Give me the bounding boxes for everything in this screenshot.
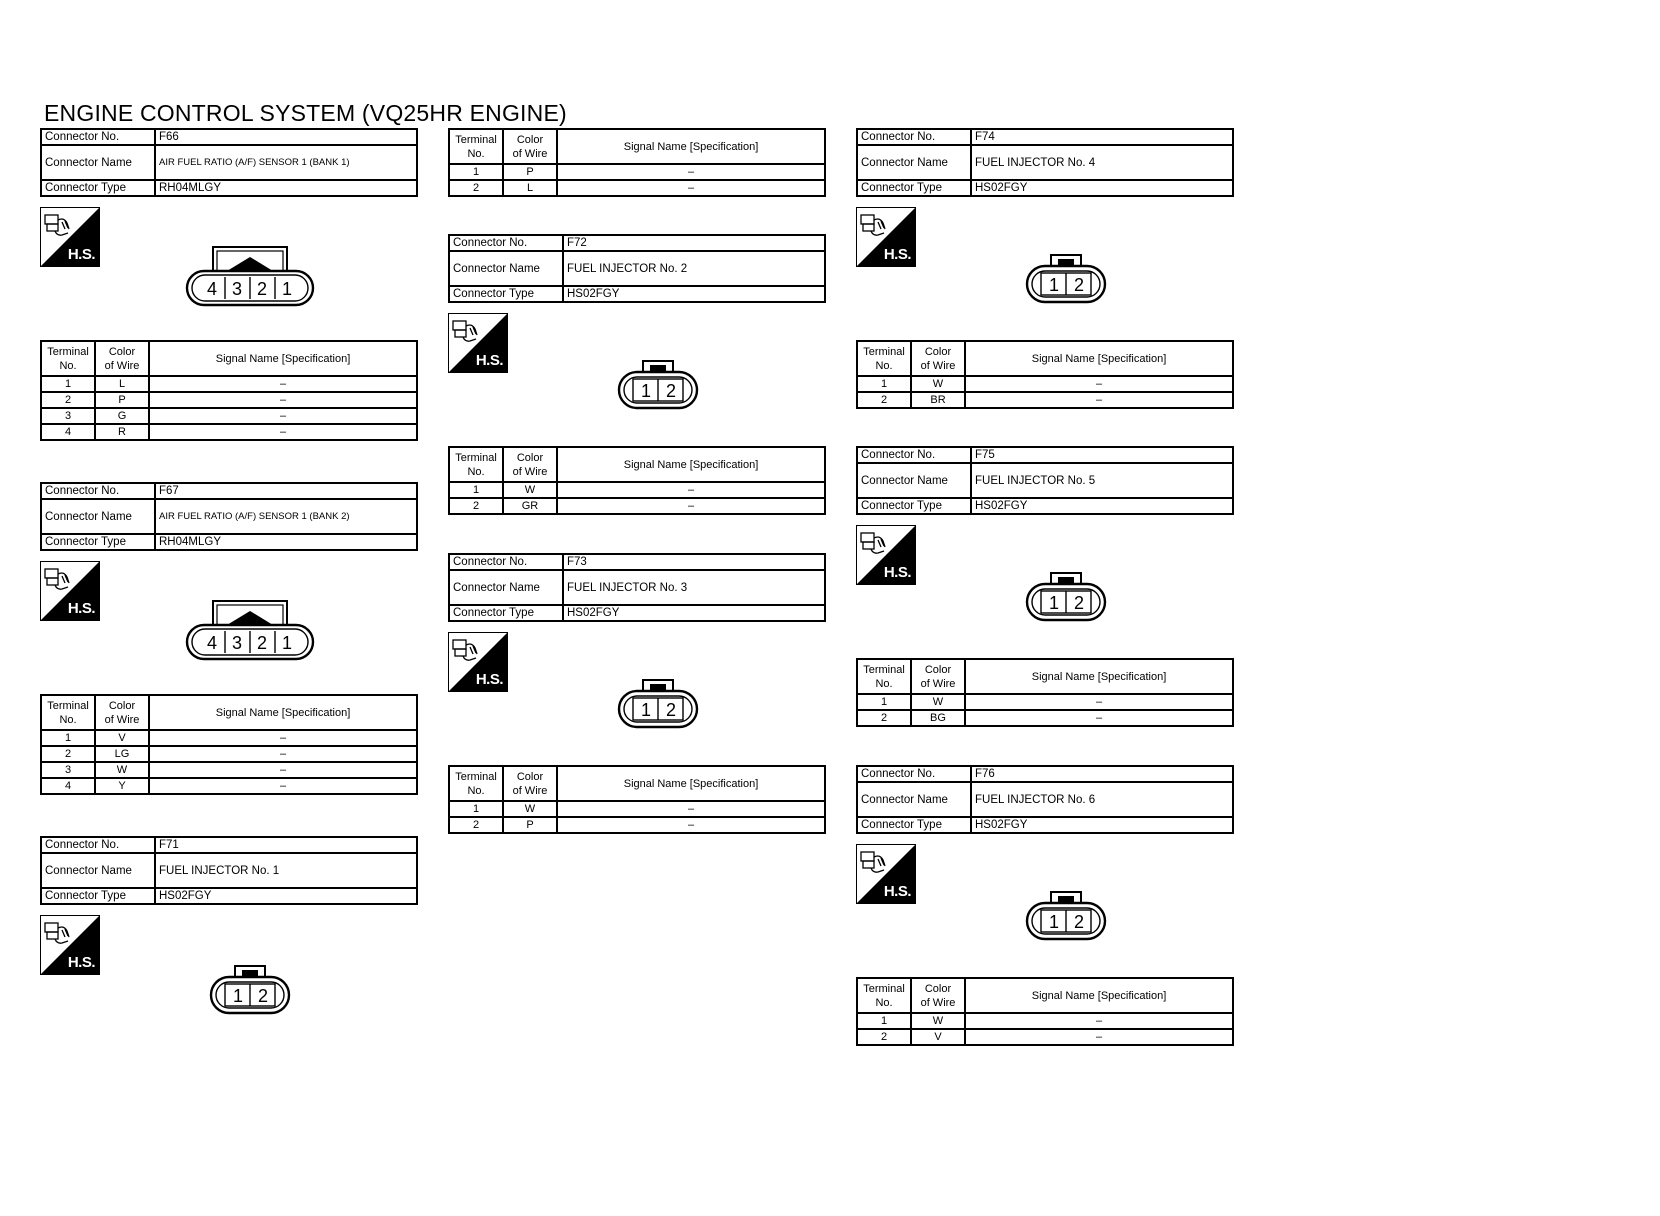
terminal-table-header	[449, 766, 825, 801]
harness-side-icon	[856, 525, 916, 585]
wire-color: P	[95, 392, 149, 408]
connector-f72-face	[617, 358, 699, 417]
terminal-row	[41, 778, 417, 794]
connector-type-label: Connector Type	[449, 605, 563, 621]
connector-type-value: HS02FGY	[971, 498, 1233, 514]
terminal-header-line2: No.	[467, 465, 485, 478]
harness-side-label: H.S.	[883, 564, 911, 581]
wire-color: W	[911, 694, 965, 710]
connector-type-value: HS02FGY	[971, 180, 1233, 196]
connector-f76-info	[856, 765, 1234, 834]
terminal-row	[41, 730, 417, 746]
terminal-header-line2: No.	[467, 147, 485, 160]
pin-number: 3	[231, 633, 243, 653]
terminal-header-line1: Terminal	[47, 345, 89, 358]
terminal-no: 2	[857, 710, 911, 726]
hand-connector-icon	[861, 852, 885, 872]
harness-side-label: H.S.	[67, 954, 95, 971]
connector-name-label: Connector Name	[857, 782, 971, 817]
connector-no-label: Connector No.	[449, 554, 563, 570]
pin-number: 1	[1048, 593, 1060, 613]
connector-f73-info	[448, 553, 826, 622]
signal-name: –	[149, 376, 417, 392]
terminal-table-header	[449, 129, 825, 164]
color-header-line2: of Wire	[512, 784, 548, 797]
terminal-header-line1: Terminal	[863, 345, 905, 358]
terminal-no: 1	[857, 1013, 911, 1029]
terminal-no: 2	[857, 392, 911, 408]
signal-name: –	[965, 376, 1233, 392]
terminal-no: 2	[449, 498, 503, 514]
connector-f67-face	[185, 597, 315, 668]
hand-connector-icon	[453, 640, 477, 660]
connector-face-graphic	[1025, 252, 1107, 306]
connector-f71-face	[209, 963, 291, 1022]
harness-side-label: H.S.	[883, 883, 911, 900]
connector-type-label: Connector Type	[857, 180, 971, 196]
harness-side-label: H.S.	[475, 671, 503, 688]
connector-type-value: HS02FGY	[155, 888, 417, 904]
terminal-table	[856, 658, 1234, 727]
terminal-row	[41, 746, 417, 762]
terminal-row	[449, 801, 825, 817]
signal-name-header: Signal Name [Specification]	[965, 659, 1233, 694]
terminal-no: 1	[41, 730, 95, 746]
terminal-row	[449, 817, 825, 833]
pin-number: 2	[1073, 593, 1085, 613]
connector-name-value: FUEL INJECTOR No. 2	[563, 251, 825, 286]
wire-color-header	[911, 341, 965, 376]
connector-name-value: AIR FUEL RATIO (A/F) SENSOR 1 (BANK 2)	[155, 499, 417, 534]
connector-no-label: Connector No.	[857, 766, 971, 782]
signal-name-header: Signal Name [Specification]	[149, 695, 417, 730]
color-header-line1: Color	[924, 345, 952, 358]
connector-name-label: Connector Name	[41, 145, 155, 180]
terminal-no-header	[449, 129, 503, 164]
signal-name: –	[149, 392, 417, 408]
color-header-line1: Color	[924, 982, 952, 995]
wire-color: BG	[911, 710, 965, 726]
signal-name: –	[557, 164, 825, 180]
connector-no-label: Connector No.	[449, 235, 563, 251]
pin-number: 1	[281, 279, 293, 299]
terminal-row	[449, 482, 825, 498]
connector-no-value: F73	[563, 554, 825, 570]
connector-f73-face	[617, 677, 699, 736]
harness-side-icon	[40, 915, 100, 975]
pin-number: 1	[232, 986, 244, 1006]
terminal-no: 2	[857, 1029, 911, 1045]
color-header-line2: of Wire	[512, 465, 548, 478]
harness-side-icon	[856, 207, 916, 267]
hand-connector-icon	[861, 215, 885, 235]
connector-name-value: FUEL INJECTOR No. 1	[155, 853, 417, 888]
wire-color-header	[911, 659, 965, 694]
wire-color: P	[503, 164, 557, 180]
connector-name-label: Connector Name	[857, 463, 971, 498]
connector-no-value: F72	[563, 235, 825, 251]
wire-color: W	[503, 482, 557, 498]
wire-color: W	[911, 376, 965, 392]
connector-type-value: RH04MLGY	[155, 534, 417, 550]
signal-name-header: Signal Name [Specification]	[965, 978, 1233, 1013]
color-header-line1: Color	[516, 133, 544, 146]
terminal-row	[857, 1013, 1233, 1029]
terminal-row	[449, 164, 825, 180]
terminal-header-line2: No.	[467, 784, 485, 797]
connector-name-label: Connector Name	[41, 499, 155, 534]
terminal-no: 1	[857, 694, 911, 710]
terminal-no: 3	[41, 762, 95, 778]
signal-name-header: Signal Name [Specification]	[149, 341, 417, 376]
connector-f75-terminals	[856, 658, 1234, 727]
wire-color: BR	[911, 392, 965, 408]
pin-number: 2	[256, 633, 268, 653]
connector-f74-face	[1025, 252, 1107, 311]
wire-color-header	[503, 129, 557, 164]
hand-connector-icon	[453, 321, 477, 341]
pin-number: 2	[1073, 275, 1085, 295]
signal-name: –	[149, 730, 417, 746]
signal-name-header: Signal Name [Specification]	[965, 341, 1233, 376]
color-header-line2: of Wire	[920, 996, 956, 1009]
connector-no-value: F66	[155, 129, 417, 145]
connector-no-label: Connector No.	[41, 837, 155, 853]
connector-f76-face	[1025, 889, 1107, 948]
terminal-no: 1	[41, 376, 95, 392]
color-header-line2: of Wire	[920, 677, 956, 690]
wire-color: GR	[503, 498, 557, 514]
terminal-row	[857, 376, 1233, 392]
terminal-table-header	[41, 341, 417, 376]
pin-number: 3	[231, 279, 243, 299]
connector-face-graphic	[1025, 889, 1107, 943]
connector-name-value: AIR FUEL RATIO (A/F) SENSOR 1 (BANK 1)	[155, 145, 417, 180]
signal-name: –	[557, 482, 825, 498]
terminal-header-line2: No.	[59, 359, 77, 372]
signal-name: –	[965, 392, 1233, 408]
connector-f66-info	[40, 128, 418, 197]
terminal-header-line1: Terminal	[47, 699, 89, 712]
signal-name: –	[149, 762, 417, 778]
connector-f74-info	[856, 128, 1234, 197]
hand-connector-icon	[861, 533, 885, 553]
terminal-row	[41, 424, 417, 440]
connector-f67-info	[40, 482, 418, 551]
terminal-header-line1: Terminal	[863, 663, 905, 676]
terminal-no: 1	[449, 801, 503, 817]
wire-color: G	[95, 408, 149, 424]
terminal-table-header	[857, 659, 1233, 694]
wire-color: R	[95, 424, 149, 440]
connector-no-value: F76	[971, 766, 1233, 782]
harness-side-label: H.S.	[67, 600, 95, 617]
signal-name: –	[965, 1013, 1233, 1029]
color-header-line1: Color	[108, 699, 136, 712]
wire-color-header	[911, 978, 965, 1013]
terminal-no: 3	[41, 408, 95, 424]
connector-no-label: Connector No.	[857, 129, 971, 145]
pin-number: 1	[640, 381, 652, 401]
connector-face-graphic	[617, 677, 699, 731]
connector-name-label: Connector Name	[857, 145, 971, 180]
terminal-no: 4	[41, 424, 95, 440]
terminal-no: 4	[41, 778, 95, 794]
connector-f73-terminals	[448, 765, 826, 834]
color-header-line1: Color	[516, 451, 544, 464]
connector-face-graphic	[185, 243, 315, 309]
connector-no-label: Connector No.	[41, 129, 155, 145]
harness-side-icon	[448, 632, 508, 692]
wire-color-header	[95, 695, 149, 730]
terminal-no-header	[41, 341, 95, 376]
pin-number: 2	[257, 986, 269, 1006]
pin-number: 1	[281, 633, 293, 653]
wire-color: Y	[95, 778, 149, 794]
wire-color: W	[95, 762, 149, 778]
hand-connector-icon	[45, 923, 69, 943]
harness-side-icon	[40, 561, 100, 621]
terminal-table	[448, 765, 826, 834]
connector-type-value: RH04MLGY	[155, 180, 417, 196]
hand-connector-icon	[45, 215, 69, 235]
connector-type-value: HS02FGY	[563, 286, 825, 302]
connector-name-label: Connector Name	[449, 251, 563, 286]
terminal-header-line2: No.	[875, 359, 893, 372]
terminal-no: 1	[449, 164, 503, 180]
connector-face-graphic	[1025, 570, 1107, 624]
connector-name-value: FUEL INJECTOR No. 6	[971, 782, 1233, 817]
color-header-line2: of Wire	[512, 147, 548, 160]
connector-f75-face	[1025, 570, 1107, 629]
terminal-row	[41, 376, 417, 392]
connector-face-graphic	[209, 963, 291, 1017]
terminal-no-header	[857, 978, 911, 1013]
wire-color: V	[911, 1029, 965, 1045]
signal-name-header: Signal Name [Specification]	[557, 129, 825, 164]
color-header-line2: of Wire	[920, 359, 956, 372]
connector-no-label: Connector No.	[857, 447, 971, 463]
connector-type-label: Connector Type	[41, 534, 155, 550]
signal-name: –	[149, 778, 417, 794]
signal-name: –	[557, 498, 825, 514]
connector-f71-terminals	[448, 128, 826, 197]
page-title: ENGINE CONTROL SYSTEM (VQ25HR ENGINE)	[44, 100, 567, 126]
connector-f74-terminals	[856, 340, 1234, 409]
terminal-no: 1	[857, 376, 911, 392]
connector-no-label: Connector No.	[41, 483, 155, 499]
signal-name-header: Signal Name [Specification]	[557, 447, 825, 482]
connector-no-value: F75	[971, 447, 1233, 463]
terminal-row	[449, 498, 825, 514]
connector-f75-info	[856, 446, 1234, 515]
terminal-table	[448, 128, 826, 197]
connector-type-label: Connector Type	[857, 498, 971, 514]
connector-f72-info	[448, 234, 826, 303]
wire-color-header	[95, 341, 149, 376]
connector-name-value: FUEL INJECTOR No. 3	[563, 570, 825, 605]
terminal-row	[41, 408, 417, 424]
connector-no-value: F71	[155, 837, 417, 853]
wire-color: LG	[95, 746, 149, 762]
color-header-line1: Color	[516, 770, 544, 783]
terminal-no: 2	[449, 180, 503, 196]
pin-number: 2	[665, 700, 677, 720]
connector-type-label: Connector Type	[41, 888, 155, 904]
terminal-no: 2	[449, 817, 503, 833]
terminal-table-header	[41, 695, 417, 730]
signal-name-header: Signal Name [Specification]	[557, 766, 825, 801]
terminal-table-header	[857, 978, 1233, 1013]
wire-color-header	[503, 447, 557, 482]
harness-side-label: H.S.	[883, 246, 911, 263]
terminal-header-line2: No.	[875, 677, 893, 690]
pin-number: 4	[206, 633, 218, 653]
terminal-header-line1: Terminal	[455, 451, 497, 464]
connector-type-label: Connector Type	[449, 286, 563, 302]
signal-name: –	[149, 746, 417, 762]
connector-type-value: HS02FGY	[971, 817, 1233, 833]
wire-color: P	[503, 817, 557, 833]
harness-side-label: H.S.	[475, 352, 503, 369]
terminal-no: 2	[41, 746, 95, 762]
terminal-header-line1: Terminal	[455, 133, 497, 146]
signal-name: –	[965, 1029, 1233, 1045]
terminal-no-header	[449, 447, 503, 482]
connector-face-graphic	[185, 597, 315, 663]
connector-name-value: FUEL INJECTOR No. 4	[971, 145, 1233, 180]
terminal-table-header	[857, 341, 1233, 376]
signal-name: –	[149, 424, 417, 440]
connector-f76-terminals	[856, 977, 1234, 1046]
connector-type-label: Connector Type	[857, 817, 971, 833]
connector-f66-terminals	[40, 340, 418, 441]
terminal-row	[41, 392, 417, 408]
harness-side-label: H.S.	[67, 246, 95, 263]
terminal-row	[41, 762, 417, 778]
connector-name-label: Connector Name	[449, 570, 563, 605]
connector-type-value: HS02FGY	[563, 605, 825, 621]
color-header-line1: Color	[924, 663, 952, 676]
pin-number: 2	[665, 381, 677, 401]
connector-name-label: Connector Name	[41, 853, 155, 888]
terminal-row	[857, 694, 1233, 710]
hand-connector-icon	[45, 569, 69, 589]
terminal-header-line1: Terminal	[863, 982, 905, 995]
harness-side-icon	[40, 207, 100, 267]
connector-name-value: FUEL INJECTOR No. 5	[971, 463, 1233, 498]
wire-color: L	[503, 180, 557, 196]
terminal-header-line1: Terminal	[455, 770, 497, 783]
pin-number: 2	[256, 279, 268, 299]
terminal-header-line2: No.	[59, 713, 77, 726]
terminal-table-header	[449, 447, 825, 482]
wire-color: V	[95, 730, 149, 746]
harness-side-icon	[856, 844, 916, 904]
terminal-table	[856, 977, 1234, 1046]
signal-name: –	[557, 801, 825, 817]
terminal-no-header	[449, 766, 503, 801]
terminal-row	[449, 180, 825, 196]
wire-color: W	[503, 801, 557, 817]
terminal-table	[40, 340, 418, 441]
signal-name: –	[965, 694, 1233, 710]
wire-color: L	[95, 376, 149, 392]
wire-color: W	[911, 1013, 965, 1029]
pin-number: 1	[1048, 912, 1060, 932]
color-header-line2: of Wire	[104, 713, 140, 726]
harness-side-icon	[448, 313, 508, 373]
connector-type-label: Connector Type	[41, 180, 155, 196]
connector-face-graphic	[617, 358, 699, 412]
terminal-row	[857, 710, 1233, 726]
color-header-line2: of Wire	[104, 359, 140, 372]
color-header-line1: Color	[108, 345, 136, 358]
pin-number: 2	[1073, 912, 1085, 932]
wire-color-header	[503, 766, 557, 801]
connector-no-value: F74	[971, 129, 1233, 145]
connector-f66-face	[185, 243, 315, 314]
terminal-no: 2	[41, 392, 95, 408]
signal-name: –	[149, 408, 417, 424]
pin-number: 1	[1048, 275, 1060, 295]
connector-f72-terminals	[448, 446, 826, 515]
terminal-no-header	[857, 659, 911, 694]
terminal-table	[40, 694, 418, 795]
pin-number: 1	[640, 700, 652, 720]
terminal-table	[856, 340, 1234, 409]
connector-f71-info	[40, 836, 418, 905]
terminal-row	[857, 1029, 1233, 1045]
terminal-row	[857, 392, 1233, 408]
terminal-no: 1	[449, 482, 503, 498]
signal-name: –	[557, 180, 825, 196]
signal-name: –	[557, 817, 825, 833]
terminal-no-header	[41, 695, 95, 730]
terminal-header-line2: No.	[875, 996, 893, 1009]
terminal-no-header	[857, 341, 911, 376]
signal-name: –	[965, 710, 1233, 726]
pin-number: 4	[206, 279, 218, 299]
connector-f67-terminals	[40, 694, 418, 795]
connector-no-value: F67	[155, 483, 417, 499]
terminal-table	[448, 446, 826, 515]
